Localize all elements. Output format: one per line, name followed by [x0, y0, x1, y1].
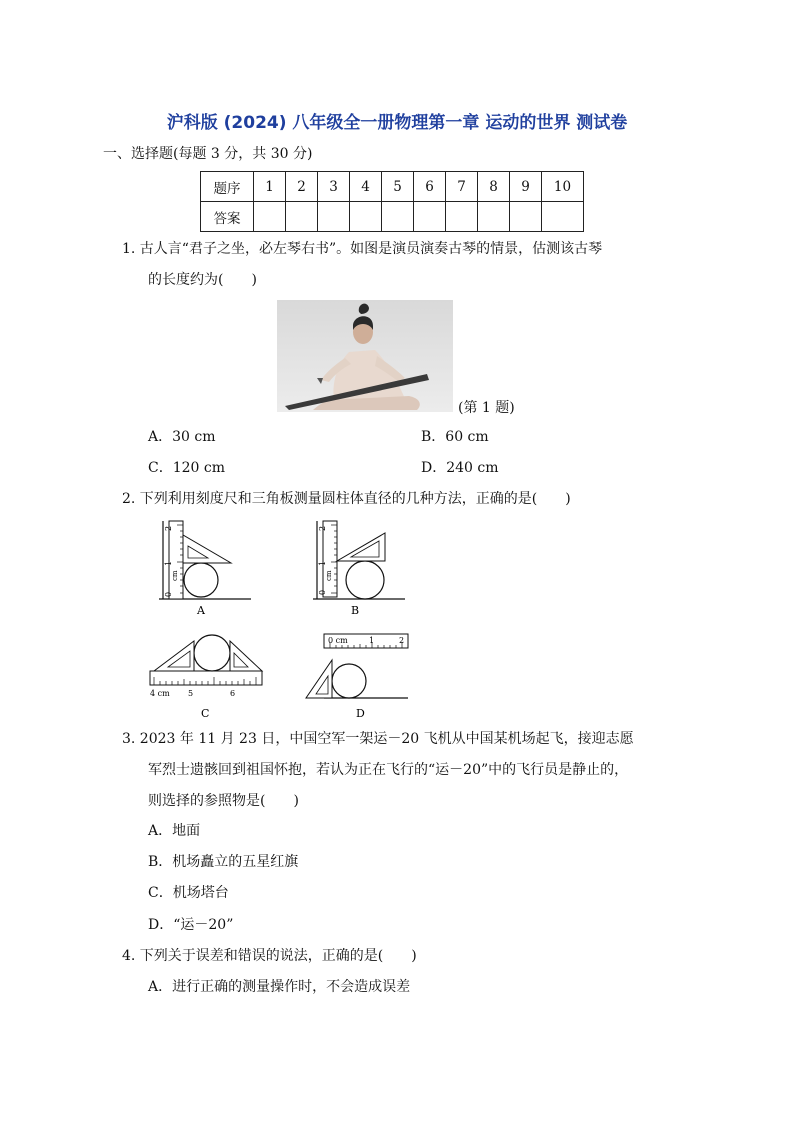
question-3-text: 3. 2023 年 11 月 23 日，中国空军一架运－20 飞机从中国某机场起飞，接迎志愿: [122, 731, 634, 747]
answer-cell[interactable]: [414, 202, 446, 232]
table-cell: 2: [286, 172, 318, 202]
table-cell: 1: [254, 172, 286, 202]
table-cell: 8: [478, 172, 510, 202]
answer-cell[interactable]: [478, 202, 510, 232]
question-1-text: 1. 古人言“君子之坐，必左琴右书”。如图是演员演奏古琴的情景，估测该古琴: [122, 241, 603, 257]
figure-2b-tick-0: 0: [318, 589, 327, 595]
figure-2b-diagram: [309, 517, 409, 617]
q3-option-b[interactable]: B．机场矗立的五星红旗: [148, 854, 299, 870]
figure-2d-label: D: [356, 707, 365, 720]
section-heading: 一、选择题(每题 3 分，共 30 分): [103, 146, 313, 162]
q1-option-d[interactable]: D．240 cm: [421, 460, 499, 476]
q3-option-c[interactable]: C．机场塔台: [148, 885, 229, 901]
table-cell: 10: [542, 172, 584, 202]
figure-2d-tick-1: 1: [369, 636, 375, 645]
q1-option-c[interactable]: C．120 cm: [148, 460, 225, 476]
figure-2d-tick-0cm: 0 cm: [328, 636, 348, 645]
question-4-text: 4. 下列关于误差和错误的说法，正确的是( ): [122, 948, 417, 964]
table-cell: 3: [318, 172, 350, 202]
question-1-text-cont: 的长度约为( ): [148, 272, 257, 288]
figure-2c-tick-6: 6: [230, 689, 236, 698]
table-header-cell: 答案: [201, 202, 254, 232]
figure-2c-tick-4cm: 4 cm: [150, 689, 170, 698]
figure-2b-tick-2: 2: [318, 525, 327, 531]
figure-2d-tick-2: 2: [399, 636, 405, 645]
figure-2c-diagram: [148, 627, 266, 723]
figure-2a-tick-1: 1: [164, 560, 173, 566]
figure-2b-unit: cm: [325, 570, 333, 581]
table-cell: 9: [510, 172, 542, 202]
table-cell: 5: [382, 172, 414, 202]
answer-cell[interactable]: [446, 202, 478, 232]
table-cell: 7: [446, 172, 478, 202]
table-row: [201, 202, 584, 232]
figure-2a-tick-0: 0: [164, 591, 173, 597]
figure-2a-diagram: [155, 517, 255, 617]
figure-2c-label: C: [201, 707, 210, 720]
answer-cell[interactable]: [254, 202, 286, 232]
answer-cell[interactable]: [542, 202, 584, 232]
q3-option-a[interactable]: A．地面: [148, 823, 201, 839]
q1-option-a[interactable]: A．30 cm: [148, 429, 216, 445]
figure-2b-label: B: [351, 604, 360, 617]
question-3-text-cont: 军烈士遗骸回到祖国怀抱，若认为正在飞行的“运－20”中的飞行员是静止的，: [148, 762, 629, 778]
figure-2c-tick-5: 5: [188, 689, 194, 698]
answer-cell[interactable]: [350, 202, 382, 232]
answer-table: [200, 171, 584, 232]
figure-1-caption: (第 1 题): [458, 400, 515, 416]
table-row: [201, 172, 584, 202]
table-cell: 4: [350, 172, 382, 202]
q1-option-b[interactable]: B．60 cm: [421, 429, 489, 445]
q4-option-a[interactable]: A．进行正确的测量操作时，不会造成误差: [148, 979, 411, 995]
answer-cell[interactable]: [286, 202, 318, 232]
answer-cell[interactable]: [382, 202, 414, 232]
table-cell: 6: [414, 172, 446, 202]
answer-cell[interactable]: [318, 202, 350, 232]
page-title: 沪科版 (2024) 八年级全一册物理第一章 运动的世界 测试卷: [166, 113, 628, 133]
figure-2b-tick-1: 1: [318, 560, 327, 566]
question-2-text: 2. 下列利用刻度尺和三角板测量圆柱体直径的几种方法，正确的是( ): [122, 491, 571, 507]
figure-2a-tick-2: 2: [164, 525, 173, 531]
figure-2d-diagram: [304, 630, 414, 722]
figure-2a-unit: cm: [171, 570, 179, 581]
q3-option-d[interactable]: D．“运－20”: [148, 917, 234, 933]
guqin-player-photo: [277, 300, 453, 412]
question-3-text-cont2: 则选择的参照物是( ): [148, 793, 299, 809]
table-header-cell: 题序: [201, 172, 254, 202]
figure-2a-label: A: [197, 604, 205, 617]
answer-cell[interactable]: [510, 202, 542, 232]
